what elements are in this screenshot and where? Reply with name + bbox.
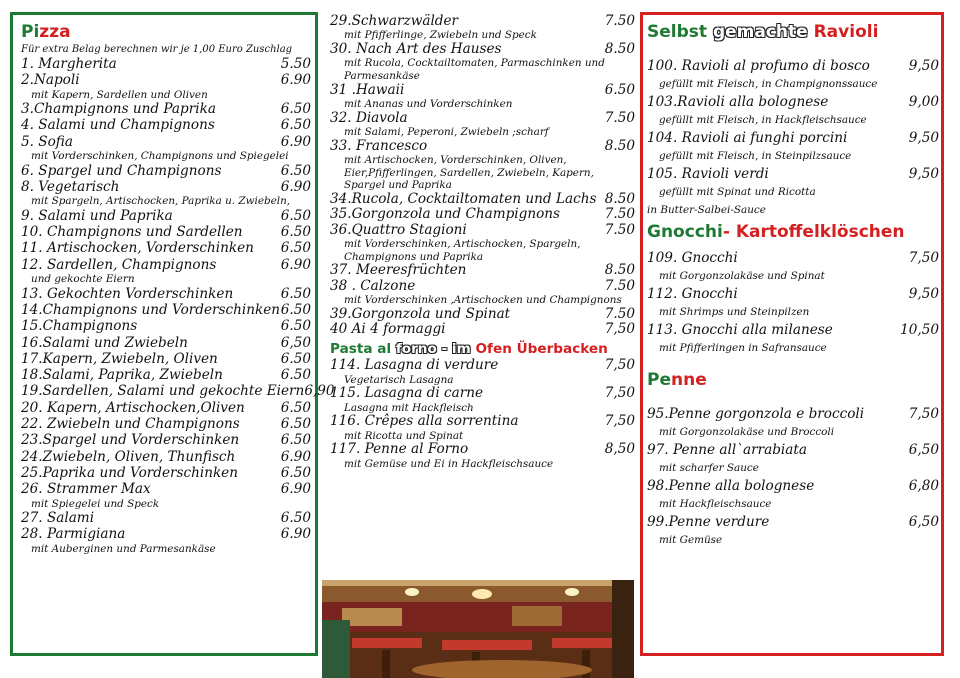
item-name: 27. Salami xyxy=(21,510,95,527)
menu-item-row xyxy=(21,302,311,318)
menu-item-row xyxy=(647,477,939,495)
menu-item-row xyxy=(21,179,311,195)
item-name: 12. Sardellen, Champignons xyxy=(21,256,217,273)
menu-item xyxy=(647,321,939,357)
item-price: 7,50 xyxy=(908,406,939,422)
item-price: 6.50 xyxy=(280,207,311,224)
item-description: mit Hackfleischsauce xyxy=(659,498,772,510)
item-name: 28. Parmigiana xyxy=(21,526,126,543)
menu-item xyxy=(21,240,311,256)
menu-item xyxy=(647,57,939,93)
pasta-forno-list xyxy=(330,358,635,470)
menu-item-row xyxy=(21,367,311,383)
item-price: 6,50 xyxy=(908,442,939,458)
menu-item xyxy=(330,192,635,207)
item-name: 13. Gekochten Vorderschinken xyxy=(21,285,234,302)
extra-topping-note: Für extra Belag berechnen wir je 1,00 Euro Zuschlag xyxy=(21,44,293,55)
menu-item-row xyxy=(21,416,311,432)
menu-item-row xyxy=(21,510,311,526)
menu-item xyxy=(647,477,939,513)
item-price: 6.50 xyxy=(604,81,635,98)
item-name: 4. Salami und Champignons xyxy=(21,117,215,134)
item-name: 16.Salami und Zwiebeln xyxy=(21,334,188,351)
item-price: 6,80 xyxy=(908,478,939,494)
item-price: 6.50 xyxy=(280,464,311,481)
menu-item-row xyxy=(21,117,311,133)
item-price: 6.90 xyxy=(280,133,311,150)
item-description: mit Gorgonzolakäse und Spinat xyxy=(659,270,825,282)
item-description: mit Ananas und Vorderschinken xyxy=(344,98,513,110)
menu-item xyxy=(647,441,939,477)
menu-item xyxy=(21,400,311,416)
item-name: 113. Gnocchi alla milanese xyxy=(647,322,833,338)
pizza-panel xyxy=(10,12,335,656)
menu-item-row xyxy=(330,42,635,57)
item-description: mit scharfer Sauce xyxy=(659,462,759,474)
menu-item-row xyxy=(21,465,311,481)
menu-item-row xyxy=(647,129,939,147)
menu-item xyxy=(21,416,311,432)
menu-item-row xyxy=(647,285,939,303)
menu-item xyxy=(647,285,939,321)
item-name: 39.Gorgonzola und Spinat xyxy=(330,305,511,322)
item-price: 6.50 xyxy=(280,101,311,118)
item-name: 14.Champignons und Vorderschinken xyxy=(21,301,281,318)
menu-item xyxy=(330,414,635,442)
item-price: 8.50 xyxy=(604,262,635,279)
item-price: 6.50 xyxy=(280,416,311,433)
menu-item xyxy=(21,179,311,208)
item-price: 6,50 xyxy=(280,334,311,351)
item-description: mit Gorgonzolakäse und Broccoli xyxy=(659,426,835,438)
item-price: 8,50 xyxy=(604,441,635,458)
menu-item xyxy=(330,307,635,322)
item-price: 7.50 xyxy=(604,206,635,223)
item-description: Lasagna mit Hackfleisch xyxy=(344,401,474,414)
menu-item-row xyxy=(330,358,635,373)
item-name: 17.Kapern, Zwiebeln, Oliven xyxy=(21,350,218,367)
item-name: 10. Champignons und Sardellen xyxy=(21,224,243,241)
menu-item-row xyxy=(21,286,311,302)
item-name: 26. Strammer Max xyxy=(21,481,151,498)
item-price: 8.50 xyxy=(604,190,635,207)
menu-item-row xyxy=(21,432,311,448)
menu-item xyxy=(330,322,635,337)
item-description: gefüllt mit Fleisch, in Hackfleischsauce xyxy=(659,114,867,126)
item-price: 6,90 xyxy=(304,383,335,400)
pizza-continued-list xyxy=(330,14,635,337)
menu-item xyxy=(21,335,311,351)
item-name: 36.Quattro Stagioni xyxy=(330,221,467,238)
menu-item-row xyxy=(21,383,335,400)
item-name: 20. Kapern, Artischocken,Oliven xyxy=(21,399,245,416)
menu-item-row xyxy=(647,249,939,267)
gnocchi-heading: Gnocchi- Kartoffelklöschen xyxy=(647,222,905,242)
item-price: 6.90 xyxy=(280,256,311,273)
item-description: gefüllt mit Fleisch, in Steinpilzsauce xyxy=(659,150,852,162)
menu-item-row xyxy=(647,57,939,75)
menu-item-row xyxy=(330,14,635,29)
item-price: 7,50 xyxy=(604,413,635,430)
menu-item xyxy=(21,224,311,240)
item-description: mit Vorderschinken, Champignons und Spiegelei xyxy=(31,150,289,163)
menu-item-row xyxy=(647,321,939,339)
item-name: 117. Penne al Forno xyxy=(330,441,469,458)
ravioli-extra-note: in Butter-Salbei-Sauce xyxy=(647,204,766,216)
item-description: mit Rucola, Cocktailtomaten, Parmaschinken und Parmesankäse xyxy=(344,57,605,82)
menu-item xyxy=(647,93,939,129)
item-name: 19.Sardellen, Salami und gekochte Eiern xyxy=(21,383,305,400)
item-name: 95.Penne gorgonzola e broccoli xyxy=(647,406,865,422)
item-price: 10,50 xyxy=(900,322,939,338)
item-name: 104. Ravioli ai funghi porcini xyxy=(647,130,848,146)
menu-item-row xyxy=(330,414,635,429)
item-description: Vegetarisch Lasagna xyxy=(344,373,454,386)
menu-item xyxy=(21,101,311,117)
menu-item xyxy=(21,383,335,400)
item-price: 9,50 xyxy=(908,58,939,74)
menu-item xyxy=(647,165,939,201)
menu-item-row xyxy=(21,240,311,256)
item-price: 6,50 xyxy=(908,514,939,530)
menu-item xyxy=(330,42,635,83)
item-price: 7.50 xyxy=(604,277,635,294)
item-description: mit Auberginen und Parmesankäse xyxy=(31,542,216,555)
menu-item-row xyxy=(330,139,635,154)
item-name: 3.Champignons und Paprika xyxy=(21,101,216,118)
menu-item xyxy=(647,405,939,441)
item-name: 23.Spargel und Vorderschinken xyxy=(21,432,240,449)
menu-item-row xyxy=(330,279,635,294)
item-name: 33. Francesco xyxy=(330,137,428,154)
menu-item-row xyxy=(21,318,311,334)
menu-item xyxy=(21,72,311,101)
item-name: 114. Lasagna di verdure xyxy=(330,357,499,374)
item-price: 6.50 xyxy=(280,224,311,241)
item-price: 7,50 xyxy=(604,385,635,402)
penne-heading: Penne xyxy=(647,370,707,390)
restaurant-interior-photo xyxy=(322,580,634,678)
item-price: 6.50 xyxy=(280,399,311,416)
item-price: 6.50 xyxy=(280,117,311,134)
item-price: 6.50 xyxy=(280,162,311,179)
menu-item-row xyxy=(21,56,311,72)
item-price: 8.50 xyxy=(604,137,635,154)
item-price: 6.50 xyxy=(280,510,311,527)
gnocchi-list xyxy=(647,249,939,357)
ravioli-list xyxy=(647,57,939,201)
item-price: 8.50 xyxy=(604,41,635,57)
item-name: 115. Lasagna di carne xyxy=(330,385,484,402)
menu-item xyxy=(647,513,939,549)
item-description: mit Salami, Peperoni, Zwiebeln ;scharf xyxy=(344,126,549,138)
item-price: 6.90 xyxy=(280,72,311,89)
item-name: 24.Zwiebeln, Oliven, Thunfisch xyxy=(21,448,236,465)
item-name: 40 Ai 4 formaggi xyxy=(330,321,446,337)
menu-item-row xyxy=(330,307,635,322)
item-name: 9. Salami und Paprika xyxy=(21,207,173,224)
item-price: 9,50 xyxy=(908,130,939,146)
menu-item xyxy=(21,208,311,224)
menu-item-row xyxy=(21,526,311,542)
menu-item-row xyxy=(21,449,311,465)
menu-item-row xyxy=(330,192,635,207)
menu-item xyxy=(21,134,311,163)
menu-item-row xyxy=(21,134,311,150)
item-name: 11. Artischocken, Vorderschinken xyxy=(21,240,254,257)
item-price: 7.50 xyxy=(604,109,635,126)
item-description: mit Pfifferlinge, Zwiebeln und Speck xyxy=(344,29,537,42)
item-description: und gekochte Eiern xyxy=(31,273,135,286)
menu-item xyxy=(330,279,635,307)
item-name: 8. Vegetarisch xyxy=(21,178,120,195)
item-name: 116. Crêpes alla sorrentina xyxy=(330,413,519,430)
penne-list xyxy=(647,405,939,549)
item-price: 6.50 xyxy=(280,350,311,367)
item-name: 100. Ravioli al profumo di bosco xyxy=(647,58,870,74)
menu-item-row xyxy=(21,208,311,224)
menu-item-row xyxy=(330,386,635,401)
menu-item-row xyxy=(330,263,635,278)
menu-item xyxy=(21,465,311,481)
item-description: mit Artischocken, Vorderschinken, Oliven, Eier,Pfifferlingen, Sardellen, Zwiebeln, Kapern, Spargel und Paprika xyxy=(344,154,594,192)
menu-item xyxy=(21,526,311,555)
menu-item-row xyxy=(21,351,311,367)
pizza-list xyxy=(21,56,335,555)
item-name: 109. Gnocchi xyxy=(647,250,738,266)
item-price: 6.50 xyxy=(280,367,311,384)
menu-item xyxy=(647,249,939,285)
menu-item xyxy=(330,111,635,139)
item-price: 6.50 xyxy=(280,240,311,257)
item-name: 112. Gnocchi xyxy=(647,286,738,302)
menu-item xyxy=(21,286,311,302)
menu-item-row xyxy=(21,400,311,416)
menu-item-row xyxy=(330,223,635,238)
item-description: mit Shrimps und Steinpilzen xyxy=(659,306,810,318)
menu-item xyxy=(647,129,939,165)
pizza-heading: Pizza xyxy=(21,22,71,42)
pasta-forno-heading: Pasta al forno - im Ofen Überbacken xyxy=(330,341,608,358)
item-price: 7.50 xyxy=(604,221,635,238)
menu-item xyxy=(21,432,311,448)
item-name: 97. Penne all`arrabiata xyxy=(647,442,807,458)
menu-item xyxy=(21,318,311,334)
menu-item-row xyxy=(330,442,635,457)
menu-item-row xyxy=(21,335,311,351)
item-price: 9,00 xyxy=(908,94,939,110)
item-name: 32. Diavola xyxy=(330,109,408,126)
item-name: 1. Margherita xyxy=(21,56,117,72)
menu-item xyxy=(21,510,311,526)
item-price: 6.50 xyxy=(280,285,311,302)
item-name: 38 . Calzone xyxy=(330,277,416,294)
item-price: 9,50 xyxy=(908,286,939,302)
item-name: 6. Spargel und Champignons xyxy=(21,162,222,179)
item-name: 98.Penne alla bolognese xyxy=(647,478,815,494)
menu-item xyxy=(330,14,635,42)
restaurant-photo-drawing xyxy=(322,580,634,678)
item-description: mit Ricotta und Spinat xyxy=(344,429,464,442)
menu-item-row xyxy=(21,257,311,273)
item-name: 18.Salami, Paprika, Zwiebeln xyxy=(21,367,223,384)
item-price: 7,50 xyxy=(604,321,635,337)
item-description: mit Vorderschinken, Artischocken, Spargeln, Champignons und Paprika xyxy=(344,238,581,263)
item-name: 22. Zwiebeln und Champignons xyxy=(21,416,240,433)
menu-item-row xyxy=(647,165,939,183)
menu-item xyxy=(21,163,311,179)
item-description: mit Kapern, Sardellen und Oliven xyxy=(31,88,208,101)
item-description: mit Spiegelei und Speck xyxy=(31,497,160,510)
pasta-panel xyxy=(640,12,944,656)
menu-item-row xyxy=(21,481,311,497)
item-price: 6.90 xyxy=(280,526,311,543)
item-price: 6.50 xyxy=(280,432,311,449)
item-description: gefüllt mit Fleisch, in Champignonssauce xyxy=(659,78,878,90)
item-price: 6.50 xyxy=(280,318,311,335)
item-price: 6.90 xyxy=(280,448,311,465)
menu-item xyxy=(21,56,311,72)
menu-item xyxy=(330,386,635,414)
item-price: 6.90 xyxy=(280,178,311,195)
item-price: 9,50 xyxy=(908,166,939,182)
item-price: 7.50 xyxy=(604,13,635,29)
item-description: mit Pfifferlingen in Safransauce xyxy=(659,342,827,354)
item-description: mit Spargeln, Artischocken, Paprika u. Zwiebeln, xyxy=(31,195,291,208)
menu-item-row xyxy=(330,322,635,337)
item-description: mit Gemüse xyxy=(659,534,723,546)
item-name: 15.Champignons xyxy=(21,318,138,335)
menu-item-row xyxy=(330,111,635,126)
menu-item-row xyxy=(647,513,939,531)
menu-item-row xyxy=(647,405,939,423)
item-price: 7,50 xyxy=(908,250,939,266)
menu-item xyxy=(21,351,311,367)
ravioli-heading: Selbst gemachte Ravioli xyxy=(647,22,879,42)
menu-item xyxy=(21,481,311,510)
item-name: 37. Meeresfrüchten xyxy=(330,262,467,279)
item-name: 25.Paprika und Vorderschinken xyxy=(21,464,238,481)
menu-item-row xyxy=(21,163,311,179)
item-description: gefüllt mit Spinat und Ricotta xyxy=(659,186,816,198)
menu-item xyxy=(330,207,635,222)
menu-item xyxy=(21,302,311,318)
item-name: 34.Rucola, Cocktailtomaten und Lachs xyxy=(330,190,597,207)
item-price: 7,50 xyxy=(604,357,635,374)
item-name: 5. Sofia xyxy=(21,133,73,150)
item-name: 30. Nach Art des Hauses xyxy=(330,41,502,57)
item-price: 6.50 xyxy=(280,301,311,318)
menu-item xyxy=(330,263,635,278)
item-name: 103.Ravioli alla bolognese xyxy=(647,94,829,110)
item-description: mit Vorderschinken ,Artischocken und Champignons xyxy=(344,294,622,306)
menu-item xyxy=(330,442,635,470)
menu-item-row xyxy=(647,93,939,111)
menu-item-row xyxy=(330,83,635,98)
item-name: 31 .Hawaii xyxy=(330,81,405,98)
menu-item xyxy=(330,223,635,264)
menu-item-row xyxy=(330,207,635,222)
menu-item-row xyxy=(21,101,311,117)
menu-item xyxy=(330,83,635,111)
menu-item xyxy=(21,257,311,286)
item-name: 35.Gorgonzola und Champignons xyxy=(330,206,561,223)
menu-item-row xyxy=(21,224,311,240)
item-price: 6.90 xyxy=(280,481,311,498)
item-name: 105. Ravioli verdi xyxy=(647,166,769,182)
menu-item xyxy=(21,367,311,383)
item-description: mit Gemüse und Ei in Hackfleischsauce xyxy=(344,457,554,470)
menu-item xyxy=(330,358,635,386)
menu-item xyxy=(21,117,311,133)
menu-item xyxy=(21,449,311,465)
menu-item-row xyxy=(21,72,311,88)
menu-item-row xyxy=(647,441,939,459)
item-price: 7.50 xyxy=(604,305,635,322)
menu-item xyxy=(330,139,635,192)
item-name: 2.Napoli xyxy=(21,72,80,89)
item-price: 5.50 xyxy=(280,56,311,72)
middle-column xyxy=(330,14,635,470)
item-name: 99.Penne verdure xyxy=(647,514,770,530)
item-name: 29.Schwarzwälder xyxy=(330,13,459,29)
